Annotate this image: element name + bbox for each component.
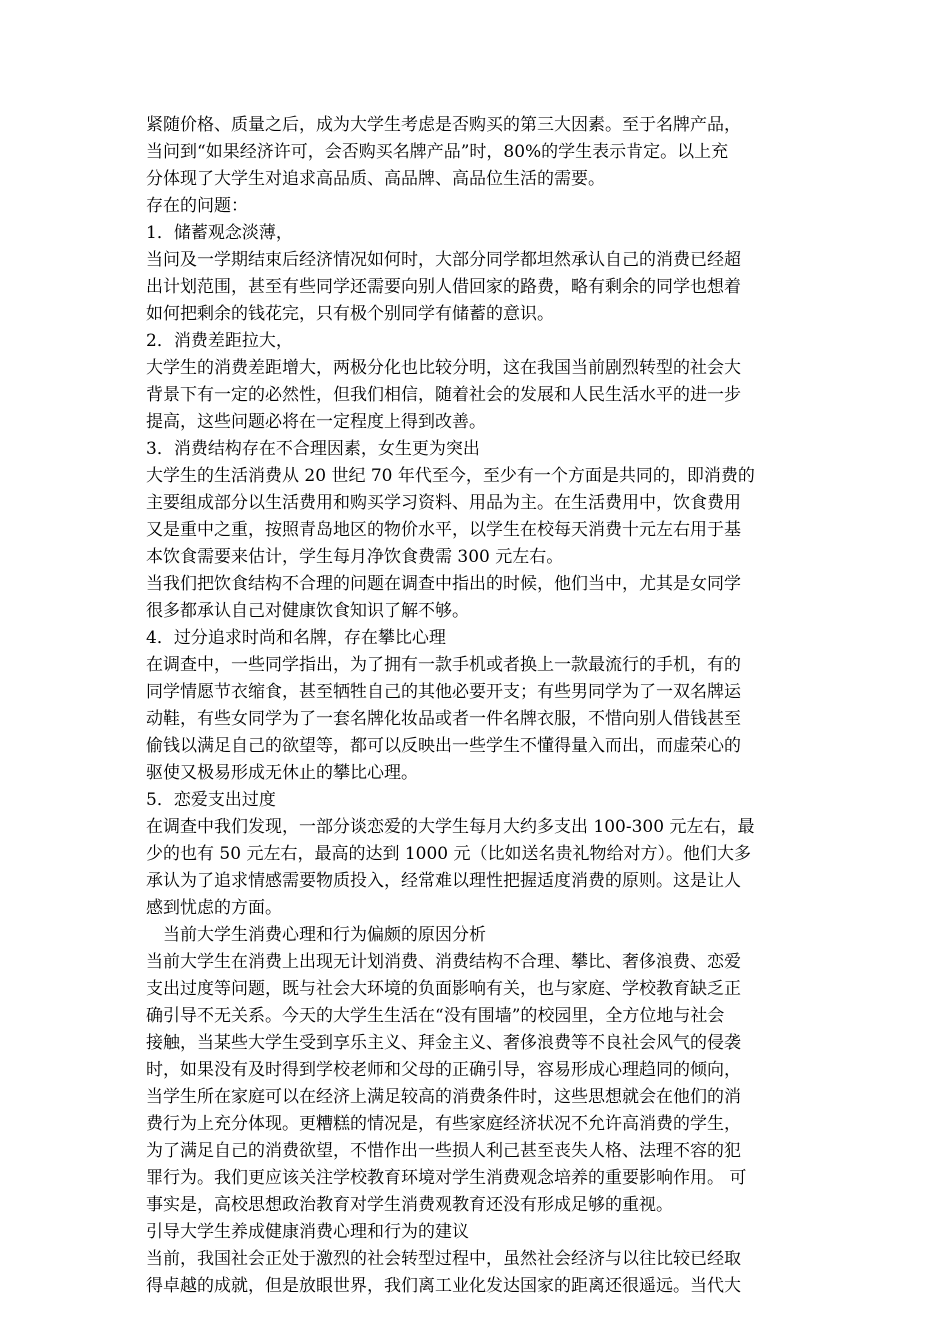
paragraph-line: 感到忧虑的方面。 (146, 898, 282, 918)
paragraph-line: 当问及一学期结束后经济情况如何时，大部分同学都坦然承认自己的消费已经超 (146, 250, 741, 270)
paragraph-line: 当问到“如果经济许可，会否购买名牌产品”时，80%的学生表示肯定。以上充 (146, 142, 729, 162)
paragraph-line: 提高，这些问题必将在一定程度上得到改善。 (146, 412, 486, 432)
paragraph-line: 背景下有一定的必然性，但我们相信，随着社会的发展和人民生活水平的进一步 (146, 385, 741, 405)
paragraph-line: 接触，当某些大学生受到享乐主义、拜金主义、奢侈浪费等不良社会风气的侵袭 (146, 1033, 741, 1053)
paragraph-line: 确引导不无关系。今天的大学生生活在“没有围墙”的校园里，全方位地与社会 (146, 1006, 725, 1026)
paragraph-line: 同学情愿节衣缩食，甚至牺牲自己的其他必要开支；有些男同学为了一双名牌运 (146, 682, 741, 702)
paragraph-line: 如何把剩余的钱花完，只有极个别同学有储蓄的意识。 (146, 304, 554, 324)
paragraph-line: 时，如果没有及时得到学校老师和父母的正确引导，容易形成心理趋同的倾向， (146, 1060, 741, 1080)
paragraph-line: 分体现了大学生对追求高品质、高品牌、高品位生活的需要。 (146, 169, 605, 189)
section-heading-problems: 存在的问题： (146, 196, 248, 216)
section-heading-cause-analysis: 当前大学生消费心理和行为偏颇的原因分析 (163, 925, 486, 945)
list-item-heading-5: 5．恋爱支出过度 (146, 790, 276, 810)
paragraph-line: 费行为上充分体现。更糟糕的情况是，有些家庭经济状况不允许高消费的学生， (146, 1114, 741, 1134)
list-item-heading-4: 4．过分追求时尚和名牌，存在攀比心理 (146, 628, 446, 648)
paragraph-line: 当前大学生在消费上出现无计划消费、消费结构不合理、攀比、奢侈浪费、恋爱 (146, 952, 741, 972)
paragraph-line: 少的也有 50 元左右，最高的达到 1000 元（比如送名贵礼物给对方）。他们大多 (146, 844, 752, 864)
paragraph-line: 得卓越的成就，但是放眼世界，我们离工业化发达国家的距离还很遥远。当代大 (146, 1276, 741, 1296)
paragraph-line: 当前，我国社会正处于激烈的社会转型过程中，虽然社会经济与以往比较已经取 (146, 1249, 741, 1269)
list-item-heading-3: 3．消费结构存在不合理因素，女生更为突出 (146, 439, 480, 459)
paragraph-line: 在调查中，一些同学指出，为了拥有一款手机或者换上一款最流行的手机，有的 (146, 655, 741, 675)
paragraph-line: 紧随价格、质量之后，成为大学生考虑是否购买的第三大因素。至于名牌产品， (146, 115, 741, 135)
paragraph-line: 大学生的消费差距增大，两极分化也比较分明，这在我国当前剧烈转型的社会大 (146, 358, 741, 378)
paragraph-line: 驱使又极易形成无休止的攀比心理。 (146, 763, 418, 783)
paragraph-line: 在调查中我们发现，一部分谈恋爱的大学生每月大约多支出 100-300 元左右，最 (146, 817, 755, 837)
paragraph-line: 当学生所在家庭可以在经济上满足较高的消费条件时，这些思想就会在他们的消 (146, 1087, 741, 1107)
paragraph-line: 偷钱以满足自己的欲望等，都可以反映出一些学生不懂得量入而出，而虚荣心的 (146, 736, 741, 756)
paragraph-line: 支出过度等问题，既与社会大环境的负面影响有关，也与家庭、学校教育缺乏正 (146, 979, 741, 999)
paragraph-line: 又是重中之重，按照青岛地区的物价水平，以学生在校每天消费十元左右用于基 (146, 520, 741, 540)
paragraph-line: 事实是，高校思想政治教育对学生消费观教育还没有形成足够的重视。 (146, 1195, 673, 1215)
list-item-heading-2: 2．消费差距拉大， (146, 331, 293, 351)
paragraph-line: 大学生的生活消费从 20 世纪 70 年代至今，至少有一个方面是共同的，即消费的 (146, 466, 755, 486)
paragraph-line: 主要组成部分以生活费用和购买学习资料、用品为主。在生活费用中，饮食费用 (146, 493, 741, 513)
document-body (146, 112, 806, 1300)
paragraph-line: 动鞋，有些女同学为了一套名牌化妆品或者一件名牌衣服，不惜向别人借钱甚至 (146, 709, 741, 729)
paragraph-line: 罪行为。我们更应该关注学校教育环境对学生消费观念培养的重要影响作用。 可 (146, 1168, 747, 1188)
section-heading-suggestions: 引导大学生养成健康消费心理和行为的建议 (146, 1222, 469, 1242)
paragraph-line: 很多都承认自己对健康饮食知识了解不够。 (146, 601, 469, 621)
paragraph-line: 出计划范围，甚至有些同学还需要向别人借回家的路费，略有剩余的同学也想着 (146, 277, 741, 297)
list-item-heading-1: 1．储蓄观念淡薄， (146, 223, 293, 243)
paragraph-line: 当我们把饮食结构不合理的问题在调查中指出的时候，他们当中，尤其是女同学 (146, 574, 741, 594)
paragraph-line: 为了满足自己的消费欲望，不惜作出一些损人利己甚至丧失人格、法理不容的犯 (146, 1141, 741, 1161)
paragraph-line: 本饮食需要来估计，学生每月净饮食费需 300 元左右。 (146, 547, 564, 567)
paragraph-line: 承认为了追求情感需要物质投入，经常难以理性把握适度消费的原则。这是让人 (146, 871, 741, 891)
